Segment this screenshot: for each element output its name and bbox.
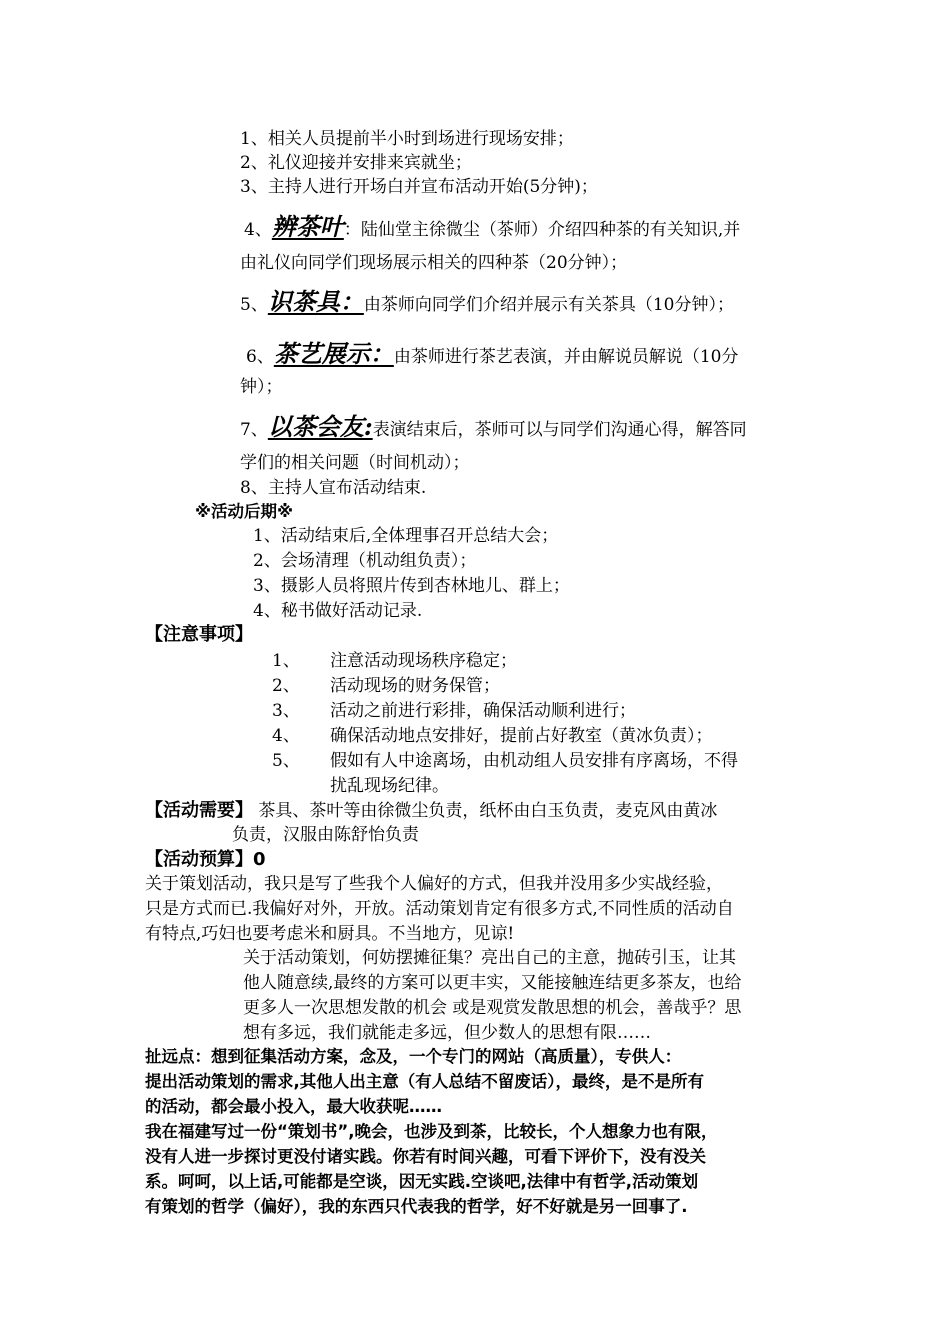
- step-6-number: 6、: [246, 347, 274, 367]
- notes-item-number: 4、: [272, 726, 300, 746]
- post-item-2: 2、会场清理（机动组负责）；: [253, 551, 477, 571]
- post-item-1: 1、活动结束后,全体理事召开总结大会；: [253, 526, 559, 546]
- step-4-title: 辨茶叶: [271, 212, 344, 241]
- step-7-title: 以茶会友:: [267, 412, 373, 441]
- notes-item-text: 确保活动地点安排好，提前占好教室（黄冰负责）；: [330, 726, 713, 746]
- notes-item-number: 2、: [272, 676, 300, 696]
- comment-p3-line: 没有人进一步探讨更没付诸实践。你若有时间兴趣，可看下评价下，没有没关: [145, 1147, 706, 1166]
- schedule-step-8: 8、主持人宣布活动结束.: [240, 478, 427, 498]
- comment-p3-line: 提出活动策划的需求,其他人出主意（有人总结不留废话），最终，是不是所有: [145, 1072, 705, 1091]
- step-7-number: 7、: [240, 420, 268, 440]
- schedule-step-4: [244, 210, 740, 244]
- schedule-step-6: [246, 337, 738, 371]
- post-item-3: 3、摄影人员将照片传到杏林地儿、群上；: [253, 576, 570, 596]
- step-4-number: 4、: [244, 220, 272, 240]
- schedule-step-4-cont: 由礼仪向同学们现场展示相关的四种茶（20分钟）；: [240, 253, 628, 273]
- schedule-step-2: 2、礼仪迎接并安排来宾就坐；: [240, 153, 472, 173]
- step-7-text: 表演结束后，茶师可以与同学们沟通心得，解答同: [372, 420, 747, 440]
- needs-section: [145, 799, 717, 823]
- comment-p1-line: 关于策划活动，我只是写了些我个人偏好的方式，但我并没用多少实战经验，: [145, 874, 723, 894]
- comment-p1-line: 只是方式而已.我偏好对外，开放。活动策划肯定有很多方式,不同性质的活动自: [145, 899, 734, 919]
- schedule-step-1: 1、相关人员提前半小时到场进行现场安排；: [240, 129, 574, 149]
- post-item-4: 4、秘书做好活动记录.: [253, 601, 423, 621]
- notes-item-number: 5、: [272, 751, 300, 771]
- comment-p2-line: 想有多远，我们就能走多远，但少数人的思想有限……: [243, 1023, 651, 1043]
- step-5-title: 识茶具：: [267, 287, 364, 316]
- step-5-number: 5、: [240, 295, 268, 315]
- notes-item-text: 活动现场的财务保管；: [330, 676, 500, 696]
- notes-item-5: [272, 749, 738, 773]
- comment-p2-line: 更多人一次思想发散的机会 或是观赏发散思想的机会，善哉乎？思: [243, 998, 742, 1018]
- schedule-step-5: [240, 285, 734, 319]
- comment-p2-line: 关于活动策划，何妨摆摊征集？亮出自己的主意，抛砖引玉，让其: [243, 948, 736, 968]
- notes-item-text: 假如有人中途离场，由机动组人员安排有序离场，不得: [330, 751, 738, 771]
- step-4-text: ：陆仙堂主徐微尘（茶师）介绍四种茶的有关知识,并: [343, 220, 741, 240]
- needs-text-cont: 负责，汉服由陈舒怡负责: [232, 825, 419, 845]
- comment-p3-line: 系。呵呵，以上话,可能都是空谈，因无实践.空谈吧,法律中有哲学,活动策划: [145, 1172, 699, 1191]
- notes-item-text: 活动之前进行彩排，确保活动顺利进行；: [330, 701, 636, 721]
- schedule-step-7-cont: 学们的相关问题（时间机动）；: [240, 453, 470, 473]
- step-5-text: 由茶师向同学们介绍并展示有关茶具（10分钟）；: [363, 295, 734, 315]
- schedule-step-3: 3、主持人进行开场白并宣布活动开始(5分钟)；: [240, 177, 598, 197]
- budget-heading: 【活动预算】0: [145, 849, 266, 870]
- needs-heading: 【活动需要】: [145, 800, 253, 821]
- notes-item-2: [272, 674, 500, 698]
- notes-item-number: 3、: [272, 701, 300, 721]
- comment-p3-line: 有策划的哲学（偏好），我的东西只代表我的哲学，好不好就是另一回事了.: [145, 1197, 688, 1216]
- comment-p1-line: 有特点,巧妇也要考虑米和厨具。不当地方，见谅!: [145, 924, 515, 944]
- notes-item-text: 注意活动现场秩序稳定；: [330, 651, 517, 671]
- comment-p3-line: 扯远点：想到征集活动方案，念及，一个专门的网站（高质量），专供人：: [145, 1047, 682, 1066]
- notes-item-4: [272, 724, 713, 748]
- schedule-step-6-cont: 钟）；: [240, 377, 283, 397]
- comment-p3-line: 的活动，都会最小投入，最大收获呢……: [145, 1097, 442, 1116]
- schedule-step-7: [240, 410, 747, 444]
- comment-p2-line: 他人随意续,最终的方案可以更丰实，又能接触连结更多茶友，也给: [243, 973, 742, 993]
- step-6-text: 由茶师进行茶艺表演，并由解说员解说（10分: [393, 347, 739, 367]
- needs-text: 茶具、茶叶等由徐微尘负责，纸杯由白玉负责，麦克风由黄冰: [258, 801, 718, 821]
- notes-item-3: [272, 699, 636, 723]
- notes-heading: 【注意事项】: [145, 624, 253, 645]
- notes-item-5-cont: 扰乱现场纪律。: [330, 776, 449, 796]
- step-6-title: 茶艺展示：: [273, 339, 394, 368]
- comment-p3-line: 我在福建写过一份“策划书”,晚会，也涉及到茶，比较长，个人想象力也有限，: [145, 1122, 718, 1141]
- post-activity-heading: ※活动后期※: [195, 502, 294, 521]
- notes-item-number: 1、: [272, 651, 300, 671]
- notes-item-1: [272, 649, 517, 673]
